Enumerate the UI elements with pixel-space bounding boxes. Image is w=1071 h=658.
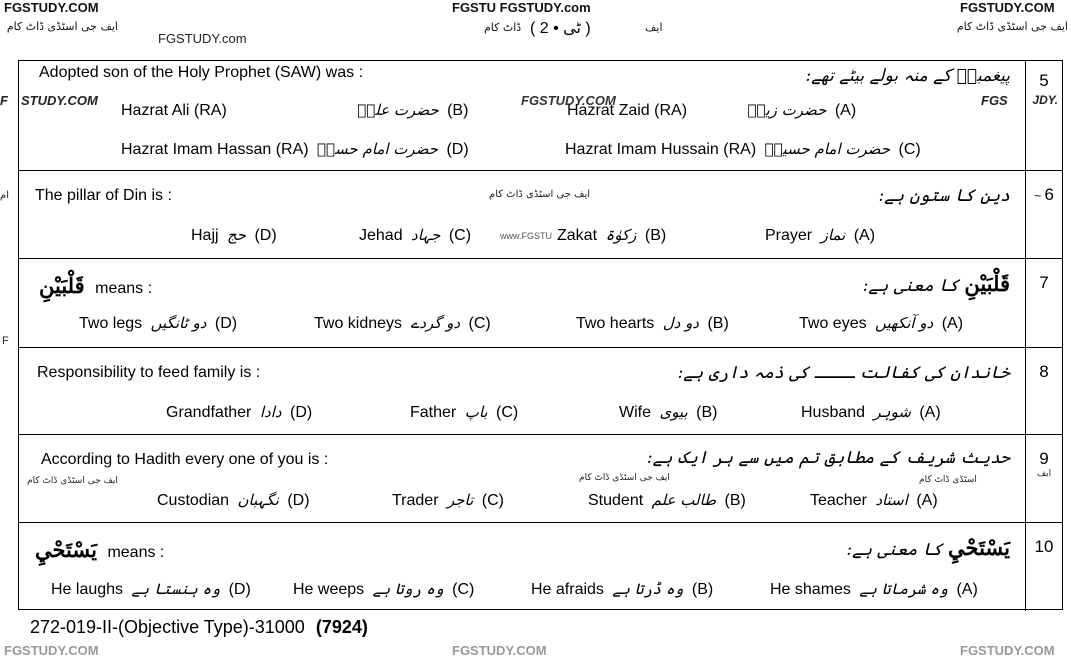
paper-id: (7924) xyxy=(315,617,368,637)
watermark-bottom-center: FGSTUDY.COM xyxy=(452,643,547,658)
option-c[interactable] xyxy=(359,226,471,245)
option-english: Wife xyxy=(619,404,651,421)
arabic-term-urdu: قَلْبَيْنِ xyxy=(964,271,1010,296)
watermark-row5-right-edge: JDY. xyxy=(1032,93,1058,107)
watermark-row5-left: STUDY.COM xyxy=(21,93,98,108)
option-english: Hajj xyxy=(191,227,219,244)
option-d[interactable] xyxy=(166,403,312,422)
option-letter: (B) xyxy=(447,102,469,119)
option-letter: (A) xyxy=(919,404,941,421)
question-number: ~ 6 xyxy=(1025,171,1062,258)
option-letter: (C) xyxy=(898,141,921,158)
option-d[interactable] xyxy=(191,226,277,245)
option-english: Teacher xyxy=(810,492,867,509)
question-english-text: means : xyxy=(95,280,153,297)
option-urdu: نماز xyxy=(820,226,846,244)
option-urdu: وہ ہنستا ہے xyxy=(131,580,221,598)
question-row-9 xyxy=(19,435,1062,523)
watermark-row5-left-edge: F xyxy=(0,93,8,108)
option-letter: (C) xyxy=(452,581,475,598)
question-urdu: دین کا ستون ہے: xyxy=(878,186,1010,206)
question-number-text: 6 xyxy=(1044,185,1054,204)
option-a[interactable] xyxy=(765,226,875,245)
option-urdu: دو گردے xyxy=(410,314,461,332)
option-b[interactable] xyxy=(557,226,666,245)
option-letter: (A) xyxy=(916,492,938,509)
option-a[interactable] xyxy=(801,403,941,422)
option-urdu: نگہبان xyxy=(237,491,279,509)
option-letter: (D) xyxy=(446,141,469,158)
question-row-7 xyxy=(19,259,1062,348)
option-urdu: وہ ڈرتا ہے xyxy=(612,580,684,598)
option-letter: (D) xyxy=(290,404,313,421)
option-letter: (B) xyxy=(696,404,718,421)
arabic-term-urdu: يَسْتَحْيِ xyxy=(948,535,1010,560)
option-letter: (B) xyxy=(644,227,667,244)
option-letter: (A) xyxy=(941,315,964,332)
option-a[interactable] xyxy=(810,491,938,510)
option-urdu: طالب علم xyxy=(651,491,717,509)
option-d[interactable] xyxy=(79,314,237,333)
option-letter: (A) xyxy=(956,581,978,598)
question-english-text: means : xyxy=(107,544,165,561)
question-table xyxy=(18,60,1063,610)
option-english: He weeps xyxy=(293,581,365,598)
option-urdu: شوہر xyxy=(873,403,911,421)
question-english: Adopted son of the Holy Prophet (SAW) was : xyxy=(39,64,364,81)
question-number: 7 xyxy=(1025,259,1062,347)
question-number xyxy=(1025,435,1062,522)
option-english: Husband xyxy=(801,404,866,421)
paper-code-text: 272-019-II-(Objective Type)-31000 xyxy=(30,617,305,637)
option-d[interactable] xyxy=(121,140,469,159)
option-b[interactable] xyxy=(531,580,713,599)
option-english: Hazrat Zaid (RA) xyxy=(567,102,688,119)
paper-code xyxy=(30,617,368,638)
question-row-8 xyxy=(19,348,1062,435)
option-english: Two eyes xyxy=(799,315,867,332)
option-letter: (D) xyxy=(254,227,277,244)
question-english xyxy=(39,273,152,298)
watermark-row9-num: ایف xyxy=(1036,469,1052,479)
option-c[interactable] xyxy=(293,580,474,599)
option-letter: (C) xyxy=(448,227,472,244)
option-english: Hazrat Ali (RA) xyxy=(121,102,227,119)
option-urdu: جہاد xyxy=(411,226,441,244)
option-letter: (A) xyxy=(834,102,857,119)
option-urdu: دادا xyxy=(259,403,282,421)
option-c[interactable] xyxy=(392,491,504,510)
option-english: He laughs xyxy=(51,581,124,598)
option-english: Zakat xyxy=(557,227,598,244)
option-letter: (B) xyxy=(724,492,746,509)
option-b[interactable] xyxy=(619,403,717,422)
watermark-row5-mid: FGSTUDY.COM xyxy=(521,93,616,108)
watermark-urdu-right: ایف جی اسٹڈی ڈاٹ کام xyxy=(956,20,1068,33)
question-urdu: خاندان کی کفالت ــــ کی ذمہ داری ہے: xyxy=(677,363,1010,383)
question-row-6 xyxy=(19,171,1062,259)
watermark-row6-left-edge: ام xyxy=(0,190,9,201)
option-b[interactable] xyxy=(576,314,729,333)
watermark-top-right: FGSTUDY.COM xyxy=(960,0,1055,15)
option-d[interactable] xyxy=(157,491,310,510)
watermark-row5-right: FGS xyxy=(981,93,1008,108)
option-english: Hazrat Imam Hussain (RA) xyxy=(565,141,757,158)
option-english: Trader xyxy=(392,492,439,509)
header-paper-suffix: ڈاٹ کام xyxy=(484,21,522,34)
option-letter: (D) xyxy=(228,581,251,598)
arabic-term: يَسْتَحْيِ xyxy=(35,537,97,562)
watermark-sub-left: FGSTUDY.com xyxy=(158,31,247,46)
option-english: Custodian xyxy=(157,492,230,509)
question-urdu: پیغمبرؐ کے منہ بولے بیٹے تھے: xyxy=(805,66,1010,86)
question-number: 8 xyxy=(1025,348,1062,434)
watermark-row9-left: ایف جی اسٹڈی ڈاٹ کام xyxy=(27,476,118,486)
option-urdu: حضرت امام حسنؓ xyxy=(317,140,438,158)
watermark-row6-mid: ایف جی اسٹڈی ڈاٹ کام xyxy=(489,189,591,200)
option-english: He afraids xyxy=(531,581,604,598)
question-row-5 xyxy=(19,61,1062,171)
watermark-bottom-right: FGSTUDY.COM xyxy=(960,643,1055,658)
option-english: Two kidneys xyxy=(314,315,403,332)
question-english: The pillar of Din is : xyxy=(35,187,172,204)
option-letter: (C) xyxy=(468,315,491,332)
option-urdu: باپ xyxy=(464,403,488,421)
question-english: Responsibility to feed family is : xyxy=(37,364,261,381)
option-urdu: استاد xyxy=(875,491,908,509)
header-paper-label: ایف xyxy=(645,21,663,34)
question-urdu xyxy=(846,535,1010,560)
option-english: Hazrat Imam Hassan (RA) xyxy=(121,141,309,158)
question-row-10 xyxy=(19,523,1062,611)
question-english: According to Hadith every one of you is : xyxy=(41,451,329,468)
option-a[interactable] xyxy=(567,101,856,120)
option-urdu: تاجر xyxy=(446,491,474,509)
option-letter: (B) xyxy=(707,315,729,332)
watermark-row6-small: www.FGSTU xyxy=(500,231,553,241)
option-urdu: وہ شرماتا ہے xyxy=(859,580,949,598)
option-urdu: بیوی xyxy=(659,403,688,421)
watermark-bottom-left: FGSTUDY.COM xyxy=(4,643,99,658)
option-urdu: دو ٹانگیں xyxy=(150,314,207,332)
option-english: Two hearts xyxy=(576,315,655,332)
question-number: 10 xyxy=(1025,523,1062,611)
option-urdu: دو دل xyxy=(662,314,699,332)
option-urdu: حج xyxy=(227,226,246,244)
watermark-top-left: FGSTUDY.COM xyxy=(4,0,99,15)
arabic-term: قَلْبَيْنِ xyxy=(39,273,85,298)
option-b[interactable] xyxy=(121,101,468,120)
watermark-urdu-left: ایف جی اسٹڈی ڈاٹ کام xyxy=(6,20,118,33)
option-b[interactable] xyxy=(588,491,746,510)
option-english: He shames xyxy=(770,581,851,598)
option-urdu: دو آنکھیں xyxy=(875,314,934,332)
option-urdu: زکوٰۃ xyxy=(605,226,637,244)
option-c[interactable] xyxy=(314,314,491,333)
option-c[interactable] xyxy=(565,140,921,159)
option-d[interactable] xyxy=(51,580,251,599)
watermark-top-center xyxy=(452,0,591,15)
question-urdu-text: کا معنی ہے: xyxy=(862,276,959,296)
option-letter: (C) xyxy=(481,492,504,509)
question-urdu xyxy=(863,271,1010,296)
option-letter: (B) xyxy=(691,581,714,598)
watermark-row9-right: اسٹڈی ڈاٹ کام xyxy=(919,475,977,485)
watermark-top-center-text: FGSTU FGSTUDY.com xyxy=(452,0,591,15)
question-english xyxy=(35,537,164,562)
watermark-row7-left-edge: F xyxy=(2,335,9,347)
option-a[interactable] xyxy=(799,314,963,333)
header-paper-number: ( ٹی • 2 ) xyxy=(530,20,591,37)
question-number-text: 9 xyxy=(1039,449,1049,468)
question-urdu: حدیث شریف کے مطابق تم میں سے ہر ایک ہے: xyxy=(646,448,1010,468)
option-c[interactable] xyxy=(410,403,518,422)
option-letter: (C) xyxy=(496,404,519,421)
option-english: Two legs xyxy=(79,315,143,332)
option-letter: (D) xyxy=(287,492,310,509)
option-urdu: وہ روتا ہے xyxy=(372,580,444,598)
question-number: 5 xyxy=(1025,61,1062,170)
option-urdu: حضرت زیدؓ xyxy=(747,101,827,119)
watermark-row9-mid: ایف جی اسٹڈی ڈاٹ کام xyxy=(579,473,670,483)
option-english: Grandfather xyxy=(166,404,252,421)
option-english: Father xyxy=(410,404,457,421)
option-urdu: حضرت امام حسینؓ xyxy=(764,140,891,158)
option-a[interactable] xyxy=(770,580,978,599)
option-urdu: حضرت علیؓ xyxy=(357,101,439,119)
option-english: Prayer xyxy=(765,227,813,244)
option-letter: (D) xyxy=(214,315,238,332)
option-english: Student xyxy=(588,492,644,509)
option-letter: (A) xyxy=(853,227,876,244)
question-urdu-text: کا معنی ہے: xyxy=(846,540,943,560)
option-english: Jehad xyxy=(359,227,403,244)
